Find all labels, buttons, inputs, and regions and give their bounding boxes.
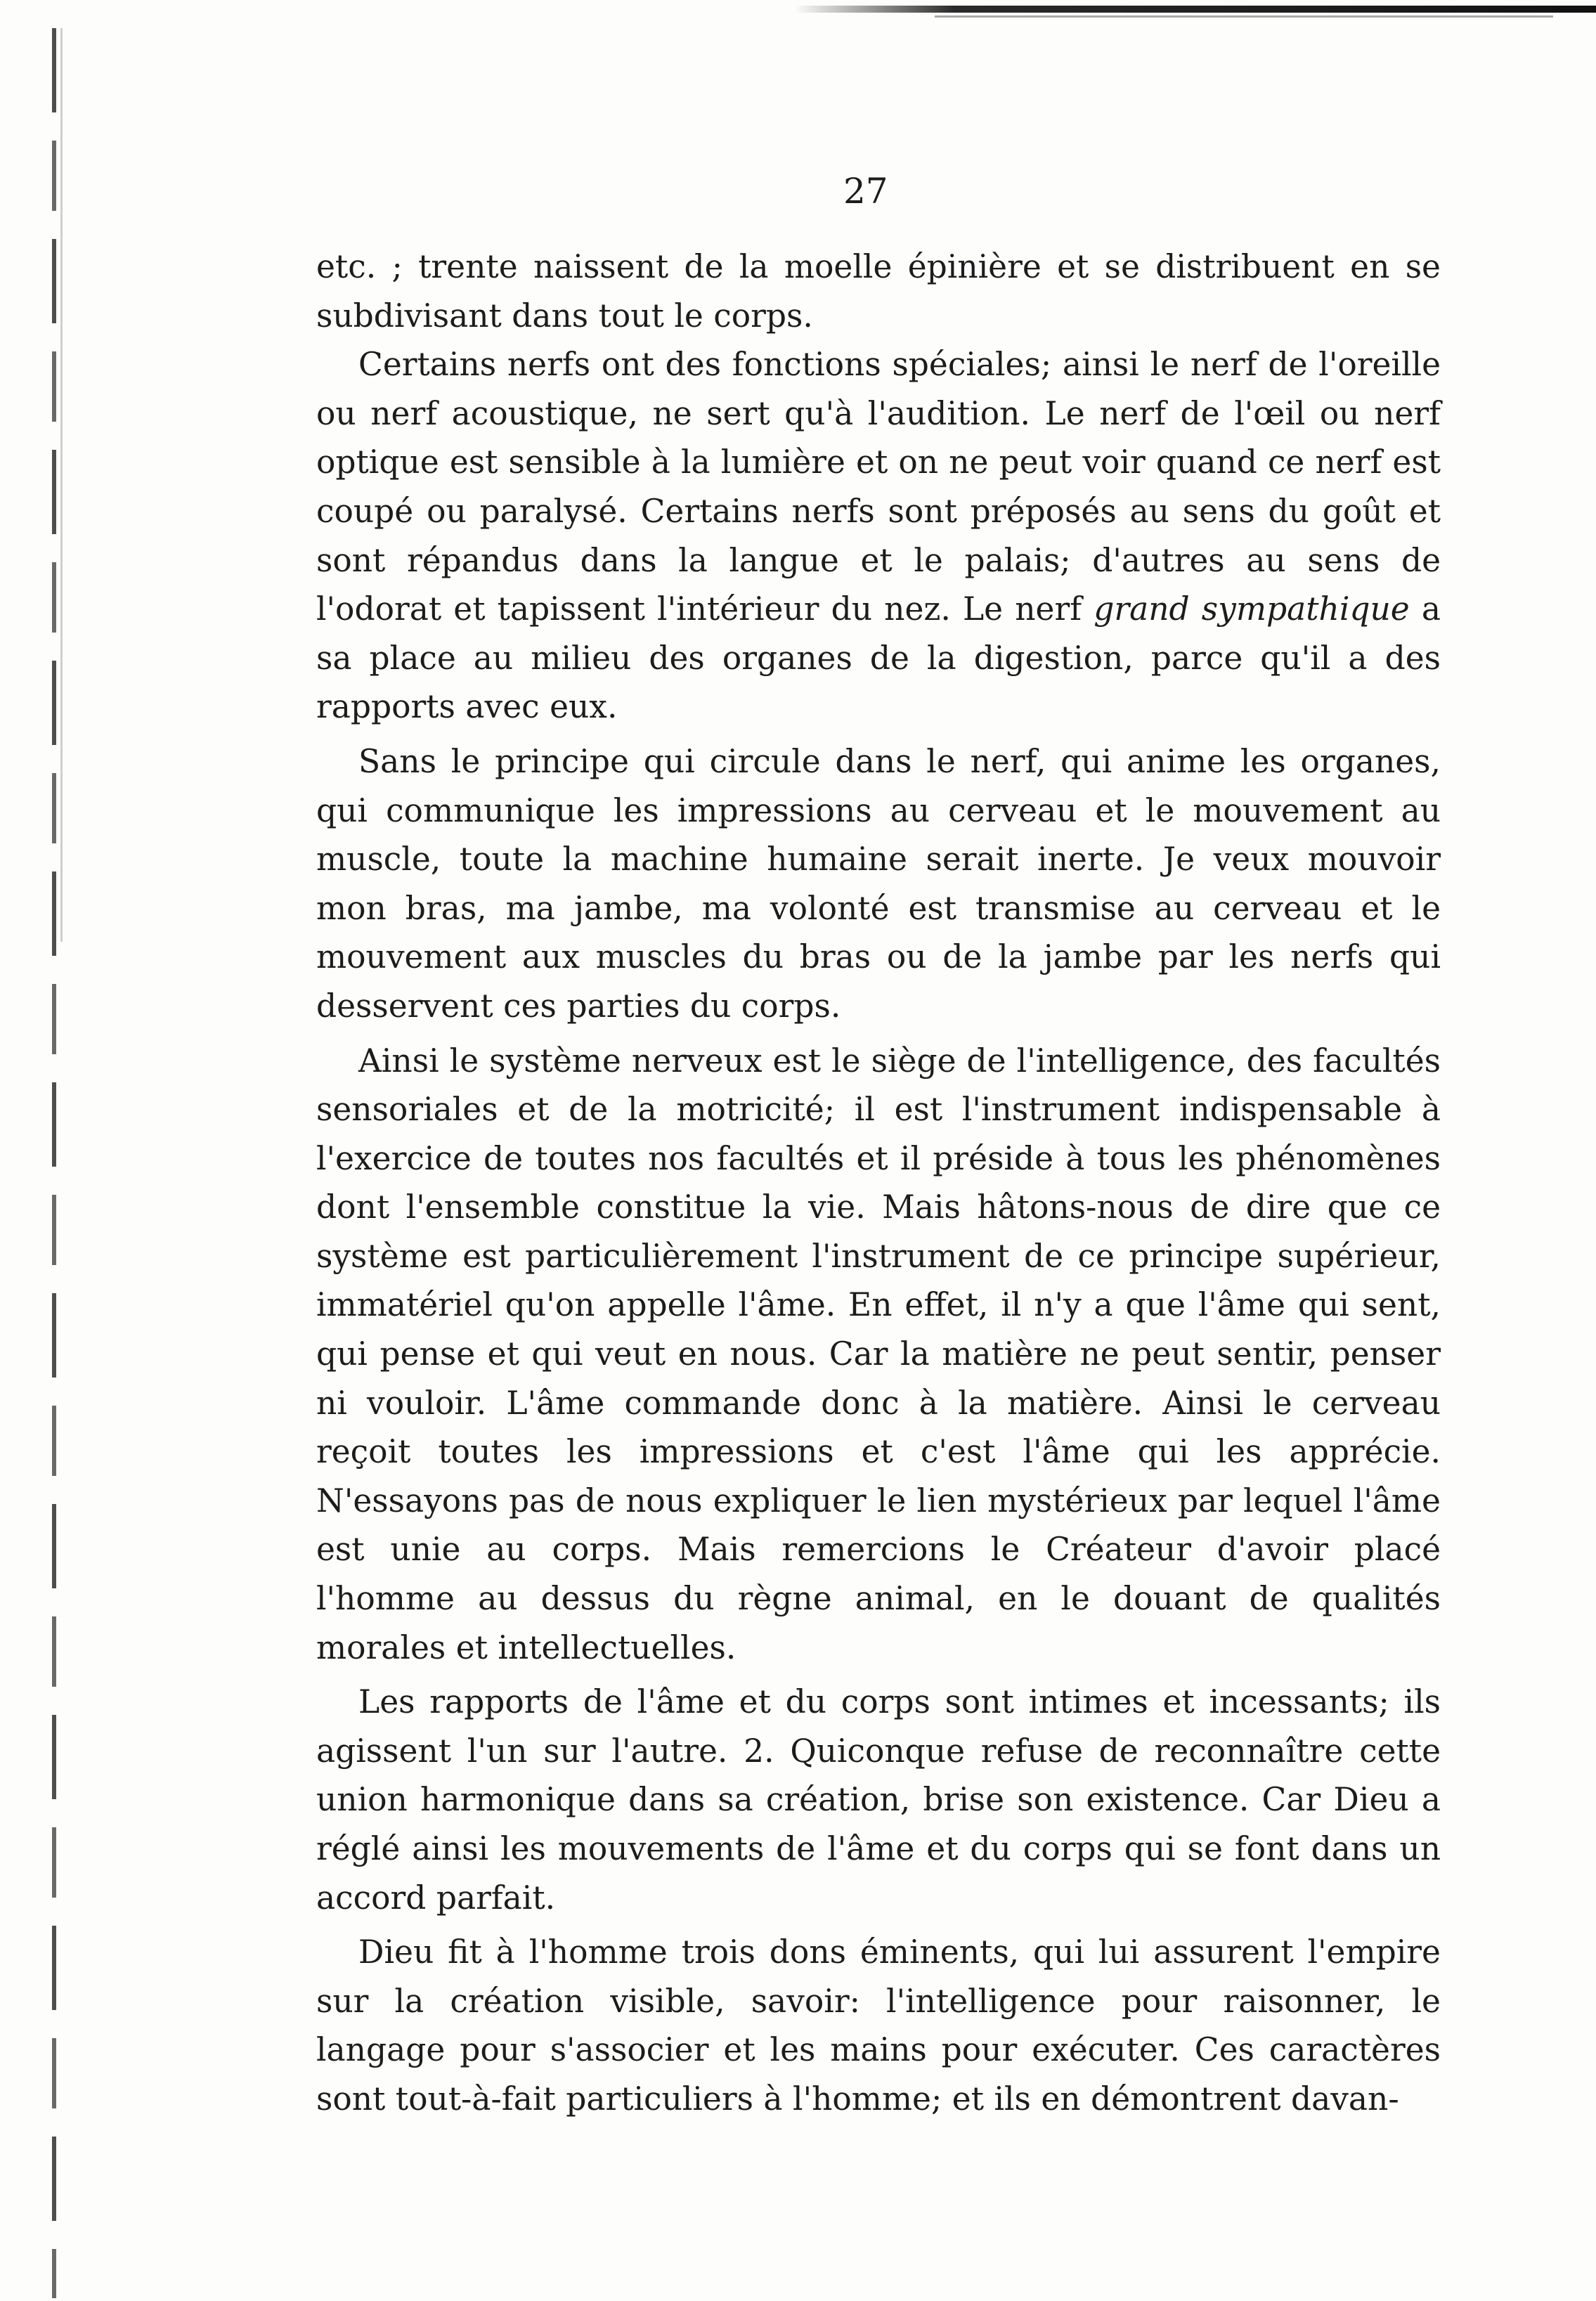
paragraph-5: Les rapports de l'âme et du corps sont intimes et incessants; ils agissent l'un sur l'autre. 2. Quiconque refuse de reconnaître cette union harmonique dans sa création, brise son existence. Car Dieu a réglé ainsi les mouvements de l'âme et du corps qui se font dans un accord parfait. <box>316 1683 1441 1917</box>
paragraph-6: Dieu fit à l'homme trois dons éminents, qui lui assurent l'empire sur la création visible, savoir: l'intelligence pour raisonner, le langage pour s'associer et les mains pour exécuter. Ces caractères sont tout-à-fait particuliers à l'homme; et ils en démontrent davan- <box>316 1933 1441 2118</box>
body-text <box>316 242 1441 2124</box>
scan-edge-left-border <box>52 28 56 2298</box>
scan-edge-left-border-faint <box>60 28 63 942</box>
paragraph-3: Sans le principe qui circule dans le nerf, qui anime les organes, qui communique les impressions au cerveau et le mouvement au muscle, toute la machine humaine serait inerte. Je veux mouvoir mon bras, ma jambe, ma volonté est transmise au cerveau et le mouvement aux muscles du bras ou de la jambe par les nerfs qui desservent ces parties du corps. <box>316 742 1441 1025</box>
scan-edge-top-rule-thin <box>935 15 1553 18</box>
paragraph-2 <box>316 340 1441 732</box>
scan-edge-top-rule <box>794 6 1596 13</box>
paragraph-2-part-1: Certains nerfs ont des fonctions spéciales; ainsi le nerf de l'oreille ou nerf acoustique, ne sert qu'à l'audition. Le nerf de l'œil ou nerf optique est sensible à la lumière et on ne peut voir quand ce nerf est coupé ou paralysé. Certains nerfs sont préposés au sens du goût et sont répandus dans la langue et le palais; d'autres au sens de l'odorat et tapissent l'intérieur du nez. Le nerf <box>316 346 1441 628</box>
paragraph-2-emphasis: grand sympathique <box>1094 590 1410 628</box>
page-number: 27 <box>843 171 888 212</box>
paragraph-2-part-2: a sa place au milieu des organes de la digestion, parce qu'il a des rapports avec eux. <box>316 590 1441 726</box>
paragraph-4: Ainsi le système nerveux est le siège de l'intelligence, des facultés sensoriales et de la motricité; il est l'instrument indispensable à l'exercice de toutes nos facultés et il préside à tous les phénomènes dont l'ensemble constitue la vie. Mais hâtons-nous de dire que ce système est particulièrement l'instrument de ce principe supérieur, immatériel qu'on appelle l'âme. En effet, il n'y a que l'âme qui sent, qui pense et qui veut en nous. Car la matière ne peut sentir, penser ni vouloir. L'âme commande donc à la matière. Ainsi le cerveau reçoit toutes les impressions et c'est l'âme qui les apprécie. N'essayons pas de nous expliquer le lien mystérieux par lequel l'âme est unie au corps. Mais remercions le Créateur d'avoir placé l'homme au dessus du règne animal, en le douant de qualités morales et intellectuelles. <box>316 1042 1441 1666</box>
paragraph-1: etc. ; trente naissent de la moelle épinière et se distribuent en se subdivisant dans tout le corps. <box>316 248 1441 335</box>
